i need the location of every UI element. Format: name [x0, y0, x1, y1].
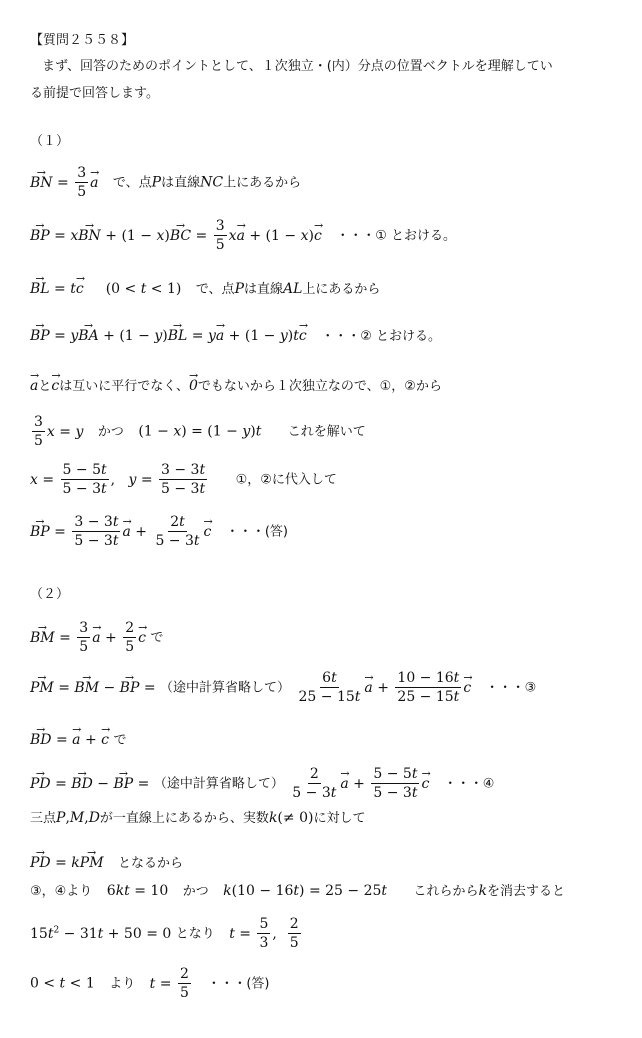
part2-line-eliminate: ③，④より 6kt = 10 かつ k(10 − 16t) = 25 − 25t これらからkを消去すると	[30, 883, 565, 899]
part2-line-collinear: 三点P,M,Dが一直線上にあるから、実数k(≠ 0)に対して	[30, 810, 366, 826]
part1-line-bp2: → BP = y→ BA + (1 − y)→ BL = y→ a + (1 − y)t→ c ・・・② とおける。	[30, 323, 441, 346]
part2-line-bm: → BM = $\frac{3}{5}$ → a + $\frac{2}{5}$ → c で	[30, 620, 163, 655]
part2-line-bd: → BD = → a + → c で	[30, 727, 126, 750]
part2-line-answer: 0 < t < 1 より t = $\frac{2}{5}$ ・・・(答)	[30, 966, 270, 1001]
part2-line-quadratic: $15t^2 - 31t + 50 = 0$ となり t = $\frac{5}{3}$ , $\frac{2}{5}$	[30, 916, 299, 951]
part2-line-pm: → PM = → BM − → BP = （途中計算省略して） $\frac{6t}{25 - 15t}$ → a + $\frac{10 - 16t}{25 - 15t}$ → c ・・・③	[30, 670, 536, 705]
part1-line-solution: x = $\frac{5 - 5t}{5 - 3t}$ , y = $\frac{3 - 3t}{5 - 3t}$ ①，②に代入して	[30, 462, 337, 497]
part2-line-pd-kpm: → PD = k→ PM となるから	[30, 850, 183, 873]
part1-line-answer: → BP = $\frac{3 - 3t}{5 - 3t}$ → a + $\frac{2t}{5 - 3t}$ → c ・・・(答)	[30, 514, 288, 549]
question-title: 【質問２５５８】	[30, 33, 135, 48]
part2-heading: （２）	[30, 587, 70, 602]
part1-line-bl: → BL = t→ c (0 < t < 1) で、点Pは直線AL上にあるから	[30, 276, 380, 299]
part1-heading: （１）	[30, 134, 70, 149]
part1-line-independence: → aと→ cは互いに平行でなく、→ 0でもないから１次独立なので、①，②から	[30, 373, 442, 396]
part2-line-pd: → PD = → BD − → BP = （途中計算省略して） $\frac{2}{5 - 3t}$ → a + $\frac{5 - 5t}{5 - 3t}$ → c ・・・④	[30, 766, 494, 801]
intro-line-1: まず、回答のためのポイントとして、１次独立・(内）分点の位置ベクトルを理解してい	[42, 59, 553, 74]
part1-line-bn: → BN = $\frac{3}{5}$ → a で、点Pは直線NC上にあるから	[30, 165, 301, 200]
intro-line-2: る前提で回答します。	[30, 86, 159, 101]
part1-line-equations: $\frac{3}{5}$ x = y かつ (1 − x) = (1 − y)t これを解いて	[34, 414, 366, 449]
part1-line-bp1: → BP = x→ BN + (1 − x)→ BC = $\frac{3}{5}$ x→ a + (1 − x)→ c ・・・① とおける。	[30, 218, 456, 253]
